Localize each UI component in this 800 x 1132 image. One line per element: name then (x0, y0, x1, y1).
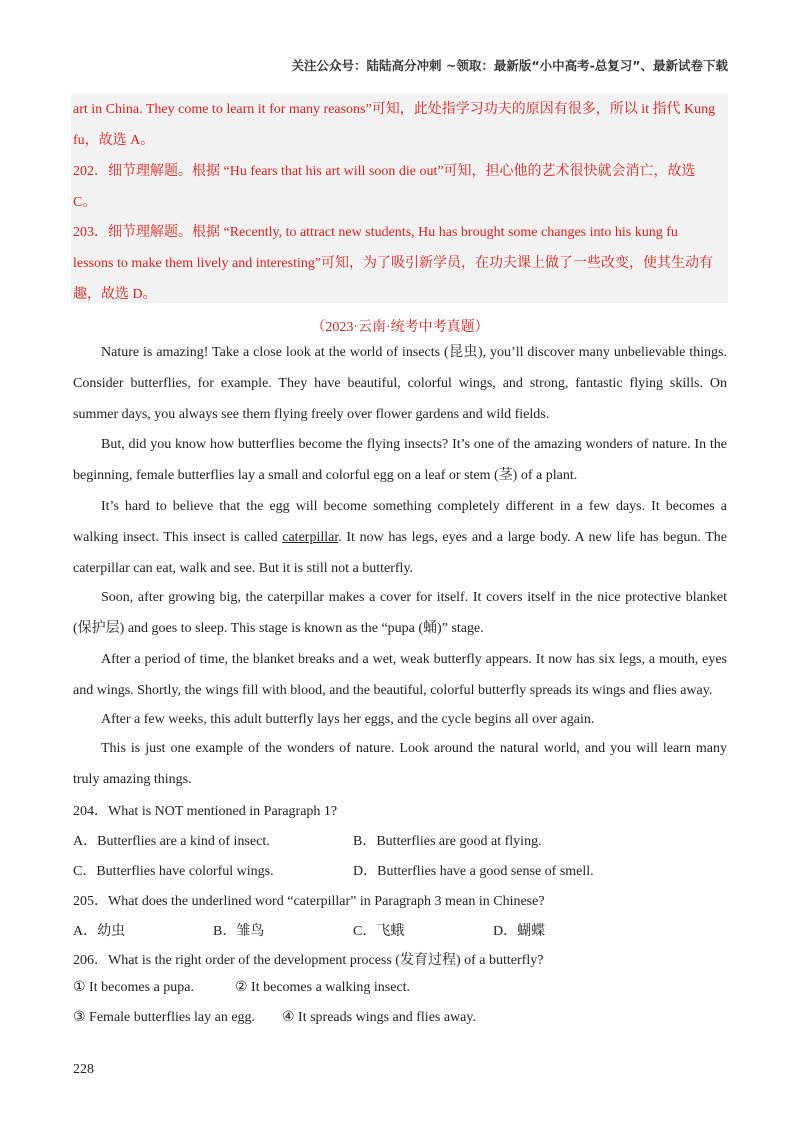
passage-paragraph-7: This is just one example of the wonders of nature. Look around the natural world, and you will learn many truly amazing things. (73, 741, 727, 787)
step-206-1: ① It becomes a pupa. (73, 980, 195, 995)
passage-paragraph-5: After a period of time, the blanket breaks and a wet, weak butterfly appears. It now has six legs, a mouth, eyes and wings. Shortly, the wings fill with blood, and the beautiful, colorful butterfly spreads its wings and flies away. (73, 652, 727, 698)
answer-line: C。 (73, 195, 97, 210)
step-206-4: ④ It spreads wings and flies away. (282, 1010, 476, 1025)
question-206: 206．What is the right order of the development process (发育过程) of a butterfly? (73, 953, 544, 968)
option-204-b: B．Butterflies are good at flying. (353, 834, 542, 849)
passage-paragraph-1: Nature is amazing! Take a close look at the world of insects (昆虫), you’ll discover many unbelievable things. Consider butterflies, for example. They have beautiful, colorful wings, and strong, fantastic flying skills. On summer days, you always see them flying freely over flower gardens and wild fields. (73, 345, 727, 422)
answer-line: lessons to make them lively and interesting”可知，为了吸引新学员，在功夫课上做了一些改变，使其生动有 (73, 256, 714, 271)
answer-line: art in China. They come to learn it for many reasons”可知，此处指学习功夫的原因有很多，所以 it 指代 Kung (73, 102, 716, 117)
step-206-3: ③ Female butterflies lay an egg. (73, 1010, 256, 1025)
answer-line: fu，故选 A。 (73, 133, 155, 148)
option-204-c: C．Butterflies have colorful wings. (73, 864, 274, 879)
option-205-b: B．雏鸟 (213, 924, 265, 939)
underlined-word: caterpillar (282, 530, 339, 545)
option-205-d: D．蝴蝶 (493, 924, 546, 939)
passage-paragraph-2: But, did you know how butterflies become the flying insects? It’s one of the amazing wonders of nature. In the beginning, female butterflies lay a small and colorful egg on a leaf or stem (茎) of a plant. (73, 437, 727, 483)
answer-explanation-box (71, 94, 728, 303)
option-204-a: A．Butterflies are a kind of insect. (73, 834, 270, 849)
source-label: （2023·云南·统考中考真题） (311, 320, 489, 335)
option-205-a: A．幼虫 (73, 924, 126, 939)
answer-line: 203．细节理解题。根据 “Recently, to attract new students, Hu has brought some changes into his kung fu (73, 225, 678, 240)
page-number: 228 (73, 1062, 94, 1077)
answer-line: 趣，故选 D。 (73, 287, 157, 302)
question-204: 204．What is NOT mentioned in Paragraph 1? (73, 804, 338, 819)
option-205-c: C．飞蛾 (353, 924, 405, 939)
passage-paragraph-6: After a few weeks, this adult butterfly lays her eggs, and the cycle begins all over again. (101, 712, 595, 727)
passage-paragraph-4: Soon, after growing big, the caterpillar makes a cover for itself. It covers itself in the nice protective blanket (保护层) and goes to sleep. This stage is known as the “pupa (蛹)” stage. (73, 590, 727, 636)
question-205: 205．What does the underlined word “caterpillar” in Paragraph 3 mean in Chinese? (73, 894, 545, 909)
page-header: 关注公众号：陆陆高分冲刺 ~领取：最新版“小中高考-总复习”、最新试卷下载 (291, 58, 728, 73)
step-206-2: ② It becomes a walking insect. (235, 980, 411, 995)
passage-paragraph-3: It’s hard to believe that the egg will become something completely different in a few days. It becomes a walking insect. This insect is called caterpillar. It now has legs, eyes and a large body. A new life has begun. The caterpillar can eat, walk and see. But it is still not a butterfly. (73, 499, 727, 576)
option-204-d: D．Butterflies have a good sense of smell. (353, 864, 594, 879)
answer-line: 202．细节理解题。根据 “Hu fears that his art will soon die out”可知，担心他的艺术很快就会消亡，故选 (73, 164, 696, 179)
